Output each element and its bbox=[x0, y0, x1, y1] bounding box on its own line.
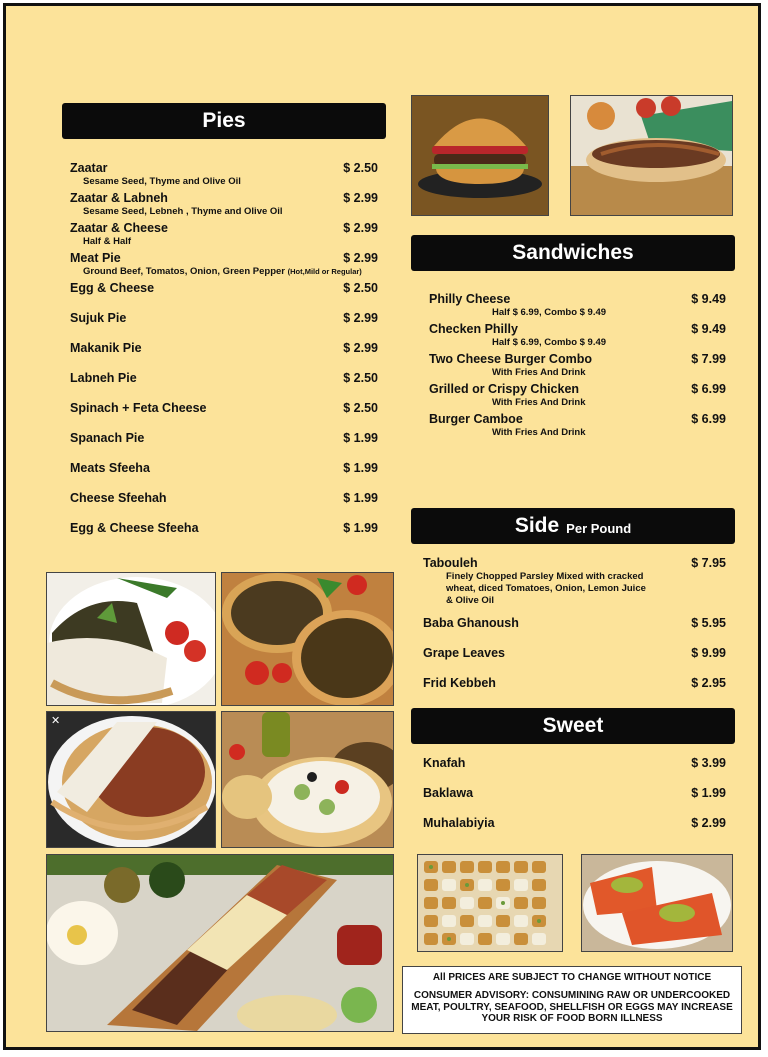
item-name: Grape Leaves bbox=[423, 646, 505, 660]
item-desc: Half $ 6.99, Combo $ 9.49 bbox=[492, 307, 607, 318]
item-price: $ 2.99 bbox=[691, 816, 726, 830]
item-desc: Sesame Seed, Lebneh , Thyme and Olive Oil bbox=[83, 206, 283, 217]
pie-salad-photo bbox=[221, 711, 394, 848]
sandwiches-header bbox=[411, 235, 735, 271]
sweet-title: Sweet bbox=[542, 714, 604, 737]
item-price: $ 9.99 bbox=[691, 646, 726, 660]
zaatar-pie-photo bbox=[221, 572, 394, 706]
price-notice bbox=[402, 966, 742, 1034]
item-price: $ 3.99 bbox=[691, 756, 726, 770]
item-price: $ 2.99 bbox=[343, 251, 378, 265]
item-price: $ 7.99 bbox=[691, 352, 726, 366]
item-price: $ 1.99 bbox=[691, 786, 726, 800]
pies-header bbox=[62, 103, 386, 139]
item-price: $ 2.50 bbox=[343, 281, 378, 295]
philly-sandwich-photo bbox=[570, 95, 733, 216]
item-name: Egg & Cheese Sfeeha bbox=[70, 521, 199, 535]
burger-photo bbox=[411, 95, 549, 216]
item-price: $ 2.99 bbox=[343, 311, 378, 325]
item-price: $ 9.49 bbox=[691, 322, 726, 336]
item-name: Spinach + Feta Cheese bbox=[70, 401, 207, 415]
item-name: Two Cheese Burger Combo bbox=[429, 352, 592, 366]
item-desc-note: (Hot,Mild or Regular) bbox=[287, 267, 362, 276]
item-name: Checken Philly bbox=[429, 322, 518, 336]
item-name: Philly Cheese bbox=[429, 292, 511, 306]
item-price: $ 2.50 bbox=[343, 371, 378, 385]
knafah-photo bbox=[581, 854, 733, 952]
item-price: $ 2.50 bbox=[343, 161, 378, 175]
item-name: Meats Sfeeha bbox=[70, 461, 150, 475]
item-price: $ 7.95 bbox=[691, 556, 726, 570]
item-desc: Half & Half bbox=[83, 236, 132, 247]
item-name: Zaatar & Cheese bbox=[70, 221, 168, 235]
item-price: $ 2.95 bbox=[691, 676, 726, 690]
item-price: $ 1.99 bbox=[343, 461, 378, 475]
item-price: $ 2.50 bbox=[343, 401, 378, 415]
item-desc: With Fries And Drink bbox=[492, 367, 586, 378]
item-name: Sujuk Pie bbox=[70, 311, 127, 325]
zaatar-labneh-photo bbox=[46, 572, 216, 706]
meat-pie-photo bbox=[46, 711, 216, 848]
item-price: $ 2.99 bbox=[343, 341, 378, 355]
baklawa-photo bbox=[417, 854, 563, 952]
item-price: $ 6.99 bbox=[691, 412, 726, 426]
item-name: Grilled or Crispy Chicken bbox=[429, 382, 580, 396]
item-name: Burger Camboe bbox=[429, 412, 523, 426]
item-price: $ 9.49 bbox=[691, 292, 726, 306]
item-price: $ 1.99 bbox=[343, 521, 378, 535]
item-name: Zaatar & Labneh bbox=[70, 191, 168, 205]
pies-title: Pies bbox=[202, 109, 246, 132]
item-name: Frid Kebbeh bbox=[423, 676, 496, 690]
mixed-pies-photo bbox=[46, 854, 394, 1032]
item-desc: Sesame Seed, Thyme and Olive Oil bbox=[83, 176, 241, 187]
item-price: $ 6.99 bbox=[691, 382, 726, 396]
sandwiches-title: Sandwiches bbox=[512, 241, 634, 264]
item-name: Knafah bbox=[423, 756, 466, 770]
item-name: Muhalabiyia bbox=[423, 816, 495, 830]
item-desc: With Fries And Drink bbox=[492, 397, 586, 408]
item-name: Baba Ghanoush bbox=[423, 616, 519, 630]
item-name: Meat Pie bbox=[70, 251, 121, 265]
item-price: $ 5.95 bbox=[691, 616, 726, 630]
item-name: Egg & Cheese bbox=[70, 281, 155, 295]
item-name: Baklawa bbox=[423, 786, 474, 800]
price-change-notice: All PRICES ARE SUBJECT TO CHANGE WITHOUT NOTICE bbox=[432, 972, 712, 983]
item-price: $ 1.99 bbox=[343, 491, 378, 505]
item-desc: Finely Chopped Parsley Mixed with cracked wheat, diced Tomatoes, Onion, Lemon Juice & Olive Oil bbox=[446, 571, 646, 606]
item-price: $ 1.99 bbox=[343, 431, 378, 445]
item-name: Makanik Pie bbox=[70, 341, 142, 355]
item-price: $ 2.99 bbox=[343, 221, 378, 235]
item-desc: With Fries And Drink bbox=[492, 427, 586, 438]
item-name: Spanach Pie bbox=[70, 431, 145, 445]
item-desc: Half $ 6.99, Combo $ 9.49 bbox=[492, 337, 607, 348]
item-desc: Ground Beef, Tomatos, Onion, Green Pepper bbox=[83, 266, 285, 277]
item-price: $ 2.99 bbox=[343, 191, 378, 205]
consumer-advisory: CONSUMER ADVISORY: CONSUMINING RAW OR UNDERCOOKED MEAT, POULTRY, SEAFOOD, SHELLFISH OR EGGS MAY INCREASE YOUR RISK OF FOOD BORN ILLNESS bbox=[411, 990, 733, 1024]
item-name: Tabouleh bbox=[423, 556, 478, 570]
item-name: Cheese Sfeehah bbox=[70, 491, 167, 505]
menu-page bbox=[3, 3, 761, 1050]
side-subtitle: Per Pound bbox=[566, 520, 632, 536]
side-header bbox=[411, 508, 735, 544]
item-name: Zaatar bbox=[70, 161, 108, 175]
side-title: Side bbox=[514, 514, 560, 537]
close-icon[interactable]: ✕ bbox=[51, 714, 61, 727]
item-name: Labneh Pie bbox=[70, 371, 137, 385]
sweet-header bbox=[411, 708, 735, 744]
